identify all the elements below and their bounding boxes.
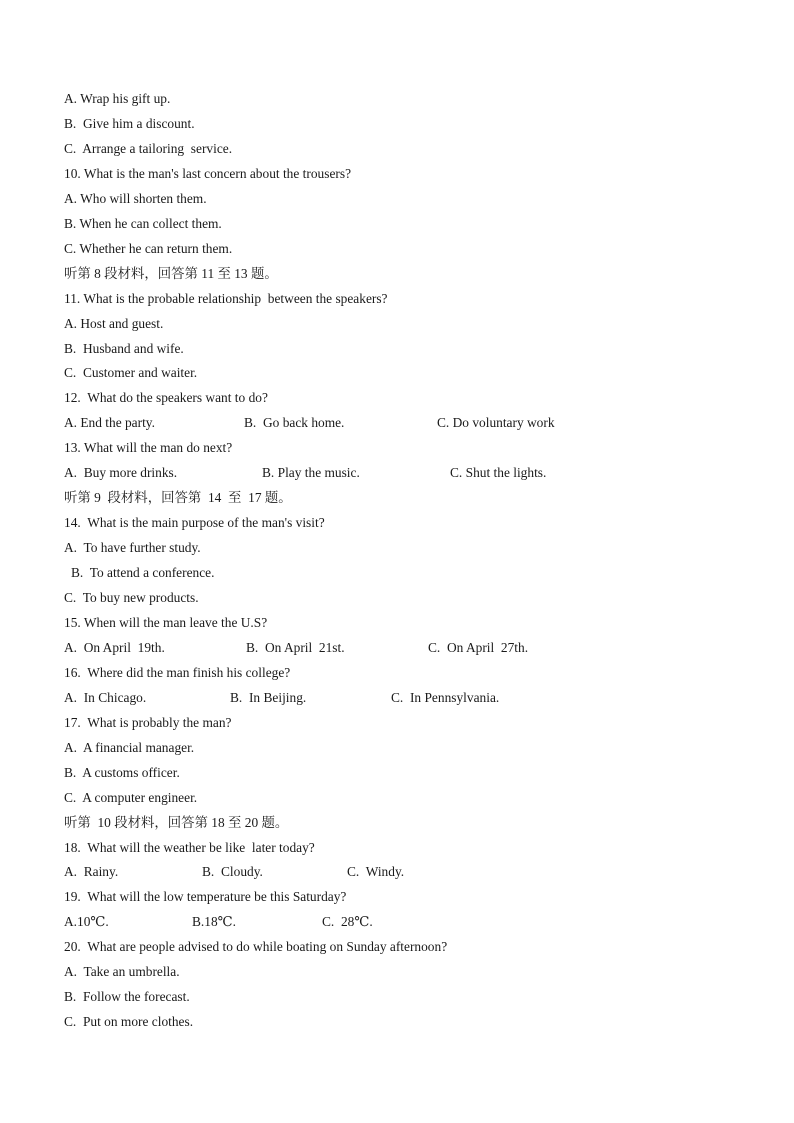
option-text: C. 28℃. bbox=[322, 914, 373, 930]
option-text: A.10℃. bbox=[64, 914, 109, 930]
option-text: C. Windy. bbox=[347, 864, 405, 880]
option-text: C. Customer and waiter. bbox=[64, 365, 198, 381]
question-text: 12. What do the speakers want to do? bbox=[64, 390, 268, 406]
option-text: B. Husband and wife. bbox=[64, 340, 184, 356]
option-text: A. In Chicago. bbox=[64, 689, 147, 705]
option-text: C. Shut the lights. bbox=[450, 465, 547, 481]
option-text: A. Rainy. bbox=[64, 864, 119, 880]
question-text: 13. What will the man do next? bbox=[64, 440, 233, 456]
option-text: C. In Pennsylvania. bbox=[391, 689, 500, 705]
question-text: 16. Where did the man finish his college? bbox=[64, 664, 291, 680]
option-text: A. A financial manager. bbox=[64, 739, 195, 755]
section-instruction: 听第 9 段材料，回答第 14 至 17 题。 bbox=[64, 490, 292, 506]
option-text: B.18℃. bbox=[192, 914, 236, 930]
option-text: C. Put on more clothes. bbox=[64, 1014, 194, 1030]
option-text: A. To have further study. bbox=[64, 540, 201, 556]
option-text: C. A computer engineer. bbox=[64, 789, 198, 805]
option-text: C. Whether he can return them. bbox=[64, 240, 233, 256]
question-text: 19. What will the low temperature be this Saturday? bbox=[64, 889, 347, 905]
option-text: A. Take an umbrella. bbox=[64, 964, 180, 980]
question-text: 11. What is the probable relationship between the speakers? bbox=[64, 290, 388, 306]
option-text: B. Play the music. bbox=[262, 465, 360, 481]
option-text: B. To attend a conference. bbox=[71, 565, 215, 581]
option-text: A. End the party. bbox=[64, 415, 155, 431]
option-text: B. Cloudy. bbox=[202, 864, 263, 880]
option-text: B. A customs officer. bbox=[64, 764, 180, 780]
option-text: B. On April 21st. bbox=[246, 639, 345, 655]
question-text: 17. What is probably the man? bbox=[64, 714, 232, 730]
question-text: 15. When will the man leave the U.S? bbox=[64, 614, 268, 630]
option-text: A. Host and guest. bbox=[64, 315, 164, 331]
option-text: B. Go back home. bbox=[244, 415, 345, 431]
section-instruction: 听第 8 段材料，回答第 11 至 13 题。 bbox=[64, 265, 278, 281]
option-text: C. To buy new products. bbox=[64, 590, 199, 605]
option-text: B. Give him a discount. bbox=[64, 115, 195, 131]
option-text: C. Arrange a tailoring service. bbox=[64, 140, 233, 156]
option-text: A. Wrap his gift up. bbox=[64, 91, 171, 106]
question-text: 14. What is the main purpose of the man's visit? bbox=[64, 515, 325, 531]
option-text: A. Buy more drinks. bbox=[64, 465, 178, 481]
option-text: B. When he can collect them. bbox=[64, 215, 222, 231]
question-text: 18. What will the weather be like later today? bbox=[64, 839, 315, 855]
option-text: B. In Beijing. bbox=[230, 689, 307, 705]
option-text: B. Follow the forecast. bbox=[64, 989, 190, 1005]
question-text: 10. What is the man's last concern about the trousers? bbox=[64, 165, 352, 181]
section-instruction: 听第 10 段材料，回答第 18 至 20 题。 bbox=[64, 814, 289, 830]
question-text: 20. What are people advised to do while boating on Sunday afternoon? bbox=[64, 939, 448, 955]
option-text: C. On April 27th. bbox=[428, 639, 529, 655]
option-text: C. Do voluntary work bbox=[437, 415, 555, 431]
option-text: A. Who will shorten them. bbox=[64, 190, 207, 206]
option-text: A. On April 19th. bbox=[64, 639, 165, 655]
